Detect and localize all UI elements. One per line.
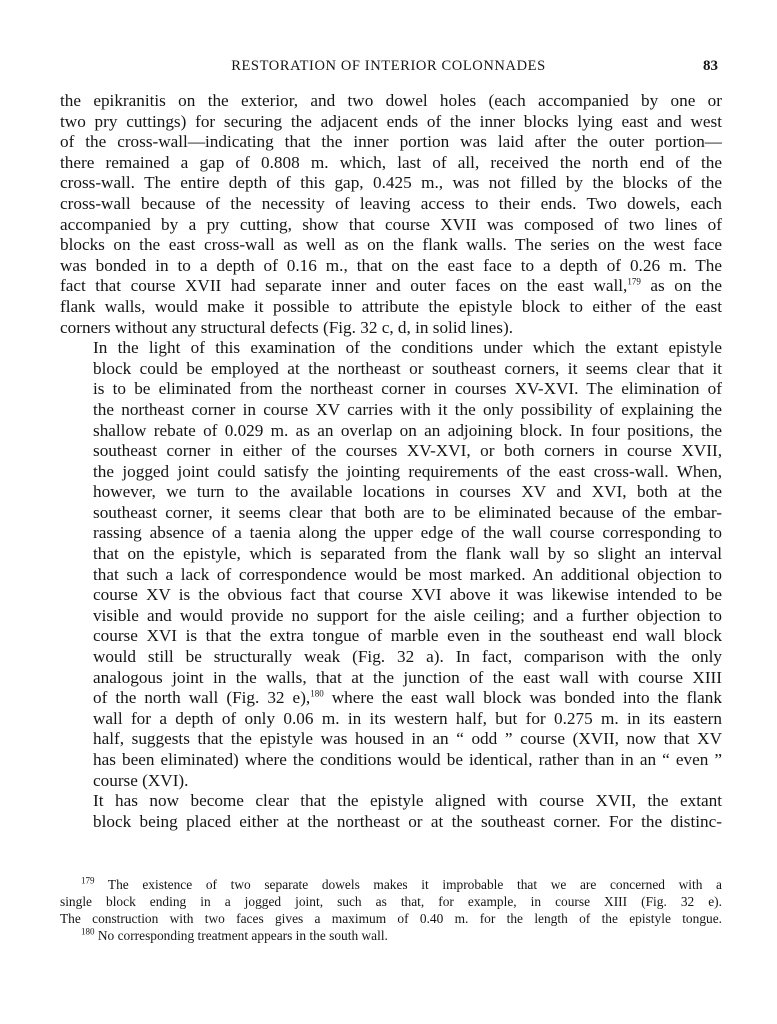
footnote-text: No corresponding treatment appears in the south wall. <box>97 928 388 943</box>
text-line: is to be eliminated from the northeast corner in courses XV-XVI. The elimination of <box>93 379 722 399</box>
text-line: block could be employed at the northeast or southeast corners, it seems clear that it <box>93 358 722 378</box>
text-line: of the cross-wall—indicating that the inner portion was laid after the outer portion— <box>60 132 722 152</box>
text-line: the northeast corner in course XV carries with it the only possibility of explaining the <box>93 399 722 419</box>
footnote-text: The existence of two separate dowels makes it improbable that we are concerned with a <box>107 877 722 892</box>
text-line: would still be structurally weak (Fig. 32 a). In fact, comparison with the only <box>93 647 722 667</box>
text-line: two pry cuttings) for securing the adjacent ends of the inner blocks lying east and west <box>60 111 722 131</box>
text-line: was bonded in to a depth of 0.16 m., that on the east face to a depth of 0.26 m. The <box>60 255 722 275</box>
text-line: half, suggests that the epistyle was housed in an “ odd ” course (XVII, now that XV <box>93 729 722 749</box>
text-line: rassing absence of a taenia along the upper edge of the wall course corresponding to <box>93 523 722 543</box>
text-line: block being placed either at the northeast or at the southeast corner. For the distinc- <box>93 811 722 831</box>
paragraph-2 <box>60 338 722 791</box>
text-line: course (XVI). <box>93 770 189 790</box>
footnote-number: 180 <box>81 926 95 937</box>
text-line: course XVI is that the extra tongue of marble even in the southeast end wall block <box>93 626 722 646</box>
text-line: corners without any structural defects (Fig. 32 c, d, in solid lines). <box>60 317 513 337</box>
text-line: southeast corner in either of the courses XV-XVI, or both corners in course XVII, <box>93 441 722 461</box>
text-line: there remained a gap of 0.808 m. which, last of all, received the north end of the <box>60 152 722 172</box>
text-line <box>60 688 722 709</box>
footnote-180 <box>60 927 722 944</box>
footnote-line: single block ending in a jogged joint, such as that, for example, in course XIII (Fig. 32 e). <box>60 894 722 909</box>
running-title: RESTORATION OF INTERIOR COLONNADES <box>231 58 546 74</box>
text-line: the epikranitis on the exterior, and two dowel holes (each accompanied by one or <box>60 91 722 110</box>
text-line: blocks on the east cross-wall as well as on the flank walls. The series on the west face <box>60 235 722 255</box>
main-text <box>60 91 722 832</box>
footnote-ref-179[interactable]: 179 <box>627 276 641 287</box>
footnotes <box>60 876 722 944</box>
footnote-179 <box>60 876 722 893</box>
text-segment: where the east wall block was bonded into the flank <box>323 688 722 708</box>
text-line: however, we turn to the available locations in courses XV and XVI, both at the <box>93 482 722 502</box>
text-line: analogous joint in the walls, that at the junction of the east wall with course XIII <box>93 667 722 687</box>
text-line: visible and would provide no support for the aisle ceiling; and a further objection to <box>93 605 722 625</box>
text-line: wall for a depth of only 0.06 m. in its western half, but for 0.275 m. in its eastern <box>93 708 722 728</box>
footnote-ref-180[interactable]: 180 <box>310 688 324 699</box>
text-line: the jogged joint could satisfy the jointing requirements of the east cross-wall. When, <box>93 461 722 481</box>
footnote-line: The construction with two faces gives a maximum of 0.40 m. for the length of the epistyle tongue. <box>60 911 722 926</box>
paragraph-3 <box>60 791 722 832</box>
footnote-number: 179 <box>81 875 95 886</box>
text-line: cross-wall. The entire depth of this gap, 0.425 m., was not filled by the blocks of the <box>60 173 722 193</box>
text-segment: as on the <box>640 276 722 296</box>
text-line: cross-wall because of the necessity of leaving access to their ends. Two dowels, each <box>60 193 722 213</box>
text-line: shallow rebate of 0.029 m. as an overlap on an adjoining block. In four positions, the <box>93 420 722 440</box>
text-line: that such a lack of correspondence would be most marked. An additional objection to <box>93 564 722 584</box>
page-number: 83 <box>703 58 718 74</box>
text-segment: fact that course XVII had separate inner and outer faces on the east wall, <box>60 276 628 296</box>
text-line <box>60 276 722 297</box>
text-line: that on the epistyle, which is separated from the flank wall by so slight an interval <box>93 544 722 564</box>
text-line: It has now become clear that the epistyle aligned with course XVII, the extant <box>93 791 722 811</box>
text-line: flank walls, would make it possible to attribute the epistyle block to either of the east <box>60 296 722 316</box>
running-header <box>0 58 777 80</box>
text-line: has been eliminated) where the conditions would be identical, rather than in an “ even ” <box>93 750 722 769</box>
text-line: accompanied by a pry cutting, show that course XVII was composed of two lines of <box>60 214 722 234</box>
text-segment: of the north wall (Fig. 32 e), <box>93 688 311 708</box>
text-line: course XV is the obvious fact that course XVI above it was likewise intended to be <box>93 585 722 605</box>
text-line: In the light of this examination of the conditions under which the extant epistyle <box>93 338 722 358</box>
text-line: southeast corner, it seems clear that both are to be eliminated because of the embar- <box>93 502 722 522</box>
paragraph-1 <box>60 91 722 338</box>
